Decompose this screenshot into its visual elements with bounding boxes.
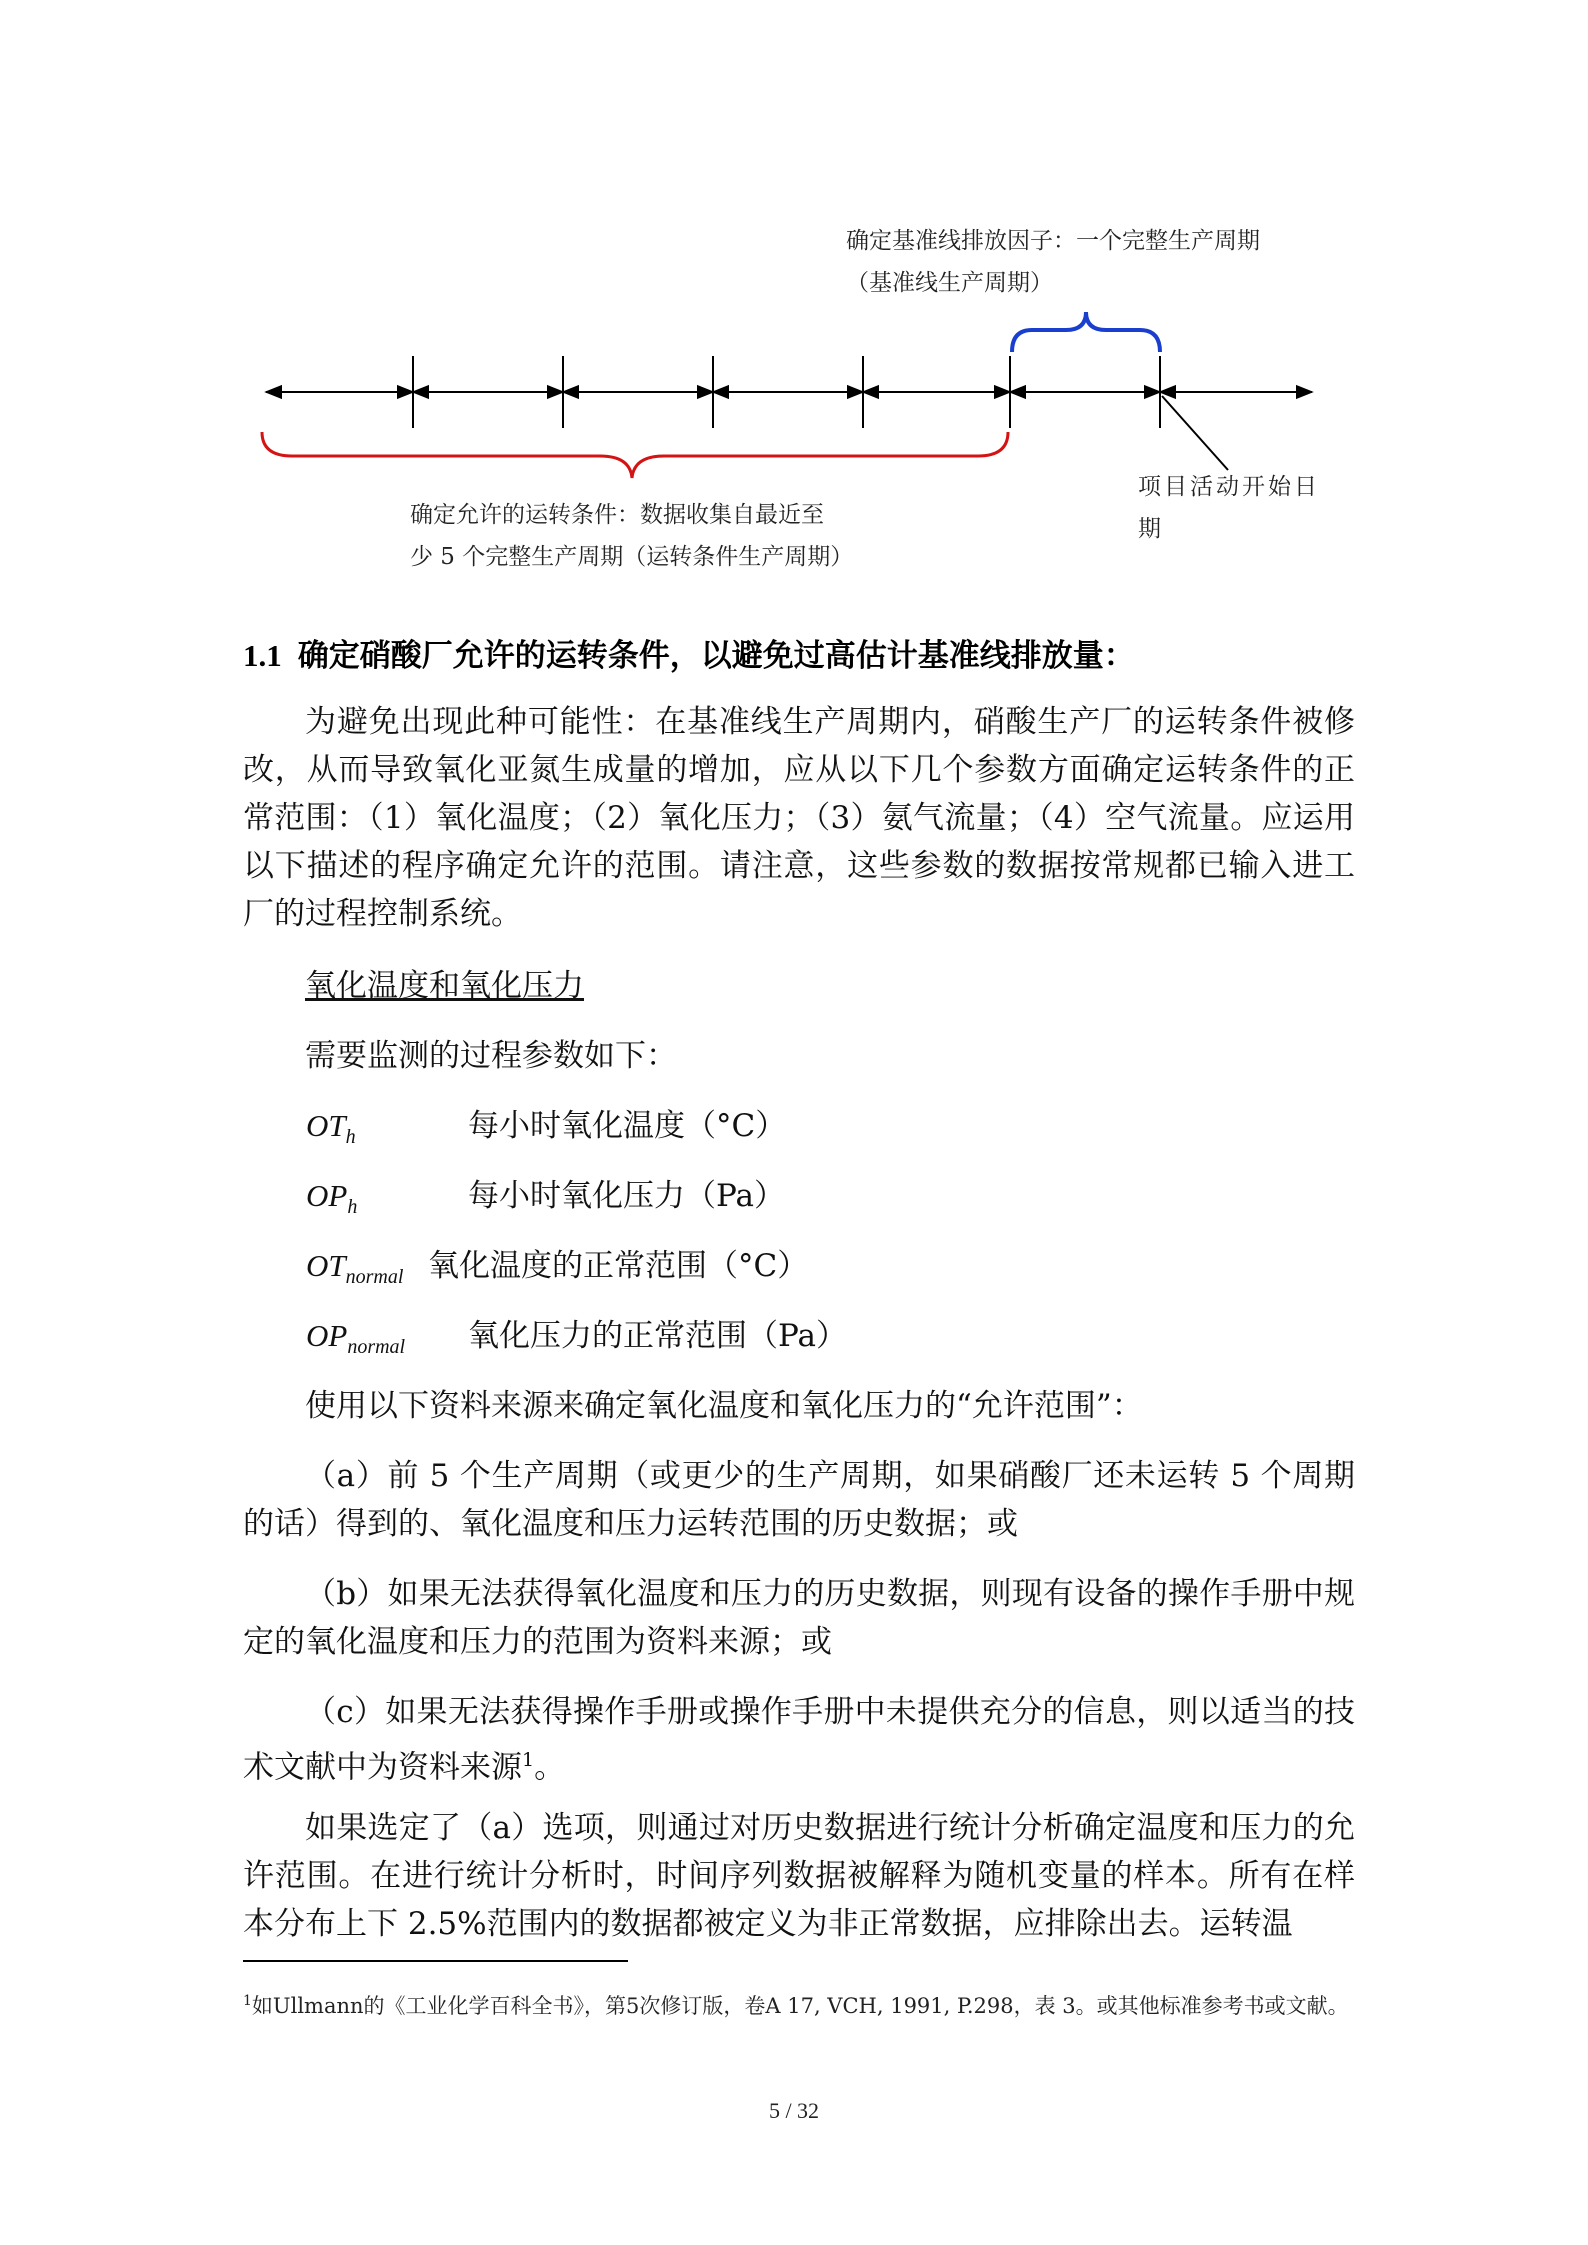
sources-intro-block <box>243 1382 1355 1430</box>
option-c-block <box>243 1688 1355 1791</box>
section-title: 确定硝酸厂允许的运转条件，以避免过高估计基准线排放量： <box>297 638 1135 674</box>
operating-label-line2: 少 5 个完整生产周期（运转条件生产周期） <box>410 544 854 570</box>
symbol-main: OP <box>306 1178 348 1213</box>
variable-symbol <box>306 1102 468 1161</box>
footnote-rule <box>243 1960 628 1962</box>
option-c <box>243 1688 1355 1791</box>
project-start-pointer <box>1162 396 1228 470</box>
option-b: （b）如果无法获得氧化温度和压力的历史数据，则现有设备的操作手册中规定的氧化温度和压力的范围为资料来源；或 <box>243 1576 1355 1660</box>
operating-label-line1: 确定允许的运转条件：数据收集自最近至 <box>410 502 824 528</box>
option-c-end: 。 <box>534 1749 566 1786</box>
variable-desc: 每小时氧化压力（Pa） <box>468 1178 785 1214</box>
variable-desc: 每小时氧化温度（°C） <box>468 1108 787 1144</box>
variable-row <box>306 1242 808 1301</box>
intro-paragraph: 为避免出现此种可能性：在基准线生产周期内，硝酸生产厂的运转条件被修改，从而导致氧化亚氮生成量的增加，应从以下几个参数方面确定运转条件的正常范围：（1）氧化温度；（2）氧化压力；（3）氨气流量；（4）空气流量。应运用以下描述的程序确定允许的范围。请注意，这些参数的数据按常规都已输入进工厂的过程控制系统。 <box>243 704 1355 932</box>
variable-row <box>306 1312 847 1371</box>
footnote-mark: 1 <box>243 1993 252 2009</box>
monitor-intro: 需要监测的过程参数如下： <box>305 1038 677 1074</box>
option-a-block <box>243 1452 1355 1548</box>
baseline-label-line2: （基准线生产周期） <box>846 270 1053 296</box>
symbol-main: OT <box>306 1248 346 1283</box>
subheading-line <box>243 962 1355 1010</box>
sources-intro: 使用以下资料来源来确定氧化温度和氧化压力的“允许范围”： <box>305 1388 1143 1424</box>
section-number: 1.1 <box>243 638 282 673</box>
intro-paragraph-block <box>243 698 1355 938</box>
option-c-text: （c）如果无法获得操作手册或操作手册中未提供充分的信息，则以适当的技术文献中为资料来源 <box>243 1694 1355 1786</box>
statistics-paragraph-block <box>243 1804 1355 1948</box>
baseline-period-brace <box>1012 312 1160 352</box>
timeline-svg <box>0 0 1588 480</box>
footnote-ref: 1 <box>522 1749 535 1771</box>
variable-desc: 氧化压力的正常范围（Pa） <box>468 1318 847 1354</box>
section-heading <box>243 630 1135 675</box>
variable-desc: 氧化温度的正常范围（°C） <box>428 1248 809 1284</box>
symbol-sub: h <box>347 1196 358 1219</box>
statistics-paragraph: 如果选定了（a）选项，则通过对历史数据进行统计分析确定温度和压力的允许范围。在进行统计分析时，时间序列数据被解释为随机变量的样本。所有在样本分布上下 2.5%范围内的数据都被定义为非正常数据，应排除出去。运转温 <box>243 1810 1355 1942</box>
project-start-label-line1: 项目活动开始日 <box>1138 474 1320 500</box>
subheading-block <box>243 962 1355 1010</box>
variable-symbol <box>306 1312 468 1371</box>
operating-period-brace <box>262 432 1008 478</box>
symbol-sub: h <box>345 1126 356 1149</box>
option-a: （a）前 5 个生产周期（或更少的生产周期，如果硝酸厂还未运转 5 个周期的话）得到的、氧化温度和压力运转范围的历史数据；或 <box>243 1458 1355 1542</box>
variable-symbol <box>306 1242 428 1301</box>
page-number: 5 / 32 <box>768 2098 820 2123</box>
monitor-intro-block <box>243 1032 1355 1080</box>
option-b-block <box>243 1570 1355 1666</box>
symbol-main: OT <box>306 1108 346 1143</box>
footnote <box>243 1982 1355 2026</box>
symbol-sub: normal <box>347 1336 406 1359</box>
baseline-label-line1: 确定基准线排放因子：一个完整生产周期 <box>846 228 1260 254</box>
footnote-text: 如Ullmann的《工业化学百科全书》，第5次修订版，卷A 17, VCH, 1991, P.298，表 3。或其他标准参考书或文献。 <box>251 1994 1349 2018</box>
variable-row <box>306 1102 786 1161</box>
subheading: 氧化温度和氧化压力 <box>305 968 584 1004</box>
variable-symbol <box>306 1172 468 1231</box>
symbol-sub: normal <box>345 1266 404 1289</box>
variable-row <box>306 1172 785 1231</box>
project-start-label-line2: 期 <box>1138 516 1161 542</box>
symbol-main: OP <box>306 1318 348 1353</box>
